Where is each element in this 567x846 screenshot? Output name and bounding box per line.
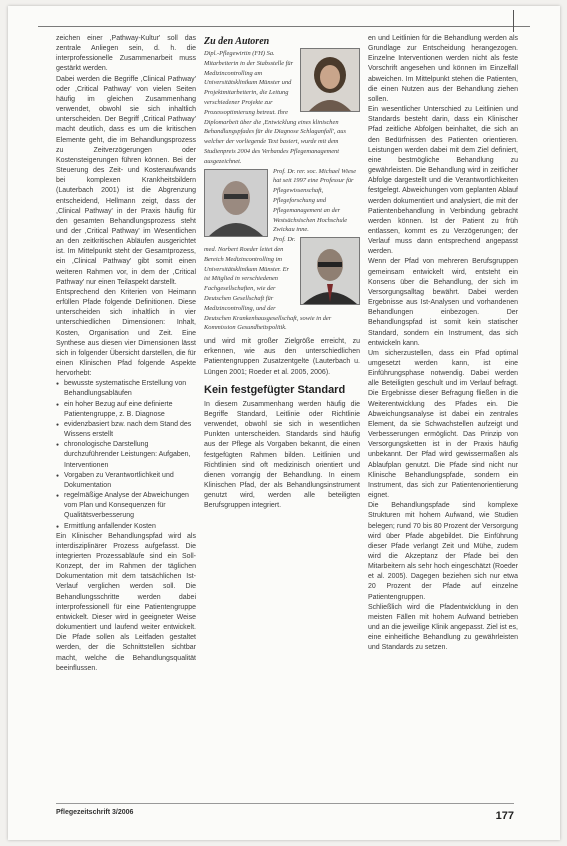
list-item: ● evidenzbasiert bzw. nach dem Stand des Wissens erstellt (64, 420, 196, 440)
column-left-paragraph-4: Ein Klinischer Behandlungspfad wird als interdisziplinärer Prozess aufgefasst. Die integrierten Prozessabläufe sind ein Soll-Konzept, der im Rahmen der täglichen Dokumentation mit dem tatsächlichen Ist-Verlauf verglichen werden soll. Die Behandlungsschritte werden dabei interprofessionell für eine Patientengruppe entwickelt. Dieser wird in geeigneter Weise dokumentiert und laufend weiter entwickelt. Die Pfade sollen als Leitfaden gestaltet werden, der die Schnittstellen sichtbar macht, welche die Behandlungsqualität beeinflussen. (56, 532, 196, 672)
column-right-paragraph-3: Wenn der Pfad von mehreren Berufsgruppen gemeinsam entwickelt wird, entsteht ein Konsens über die Behandlung, der sich im Versorgungsalltag bewährt. Dabei werden Ergebnisse aus Ist-Analysen und vorhandenen Behandlungen einbezogen. Der Behandlungspfad ist somit kein statischer Standard, sondern ein Instrument, das sich entwickeln kann. (368, 258, 518, 347)
list-item: ● regelmäßige Analyse der Abweichungen vom Plan und Konsequenzen für Qualitätsverbesserung (64, 491, 196, 521)
footer-rule (56, 803, 514, 804)
column-right (368, 34, 518, 809)
author-bio-3: Prof. Dr. med. Norbert Roeder leitet den Bereich Medizincontrolling im Universitätsklinikum Münster. Er ist Mitglied in verschiedenen Fachgesellschaften, wie der Deutschen Gesellschaft für Medizincontrolling, und der Deutschen Krankenhausgesellschaft, sowie in der Kommission Gesundheitspolitik. (204, 236, 332, 332)
column-middle-paragraph-2: In diesem Zusammenhang werden häufig die Begriffe Standard, Leitlinie oder Richtlinie verwendet, obwohl sie sich in wesentlichen Punkten unterscheiden. Standards sind häufig aus der Pflege als Vorgaben bekannt, die einen festgefügten Rahmen bilden. Leitlinien und Richtlinien sind oft medizinisch orientiert und dienen vorrangig der Behandlung. In einem Klinischen Pfad, der als Behandlungsinstrument genutzt wird, werden alle beteiligten Berufsgruppen integriert. (204, 400, 360, 510)
list-item: ● Vorgaben zu Verantwortlichkeit und Dokumentation (64, 471, 196, 491)
list-item: ● Ermittlung anfallender Kosten (64, 522, 196, 532)
column-right-paragraph-4: Um sicherzustellen, dass ein Pfad optimal umgesetzt werden kann, ist eine Einführungsphase notwendig. Dabei werden alle Beteiligten geschult und im Verlauf befragt. Die Ergebnisse dieser Befragung fließen in die Weiterentwicklung des Pfades ein. Die Abweichungsanalyse ist dabei ein zentrales Element, da sie Schwachstellen aufzeigt und Verbesserungen ermöglicht. Das Prinzip von Versorgungsketten ist in der Praxis häufig unbekannt. Der Pfad wird gewissermaßen als Ablaufplan genutzt. Die Pfade sind nicht nur Klinische Behandlungspfade, sondern ein Instrument, das sich zur Patientenorientierung eignet. (368, 349, 518, 500)
list-item: ● bewusste systematische Erstellung von Behandlungsabläufen (64, 379, 196, 399)
column-right-paragraph-5: Die Behandlungspfade sind komplexe Strukturen mit hohem Aufwand, wie Studien belegen; rund 70 bis 80 Prozent der Versorgung wird über Pfade abgebildet. Die Einführung dieser Pfade verlangt Zeit und Mühe, zudem wird die Akzeptanz der Pfade bei den Mitarbeitern als sehr hoch eingeschätzt (Roeder et al. 2005). Dagegen beziehen sich nur etwa 20 Prozent der Pfade auf einzelne Patientengruppen. (368, 502, 518, 601)
column-middle-paragraph-1: und wird mit großer Zielgröße erreicht, zu erkennen, wie aus den unterschiedlichen Patientengruppen Zusatzentgelte (Lauterbach u. Lüngen 2001; Roeder et al. 2005, 2006). (204, 338, 360, 376)
author-bio-1: Dipl.-Pflegewirtin (FH) Sa. Mitarbeiterin in der Stabsstelle für Medizincontrolling am Universitätsklinikum Münster und Projektmitarbeiterin, die Leitung verschiedener Projekte zur Prozessoptimierung betreut. Ihre Diplomarbeit über die ,Entwicklung eines klinischen Behandlungspfades für die Diagnose Schlaganfall', aus welcher der vorliegende Text basiert, wurde mit dem Studienpreis 2004 des Verbandes Pflegemanagement ausgezeichnet. (204, 50, 346, 165)
criteria-list (56, 379, 196, 531)
column-left (56, 34, 196, 809)
column-left-paragraph-3: Entsprechend den Kriterien von Heimann erfüllen Pfade folgende Definitionen. Diese unterscheiden sich inhaltlich in vier unterschiedlichen Dimensionen: Inhalt, Kosten, Organisation und Zeit. Eine Synthese aus diesen vier Dimensionen lässt sich in folgender Übersicht darstellen, die für einen Klinischen Pfad folgende Aspekte hervorhebt: (56, 288, 196, 378)
column-left-paragraph-2: Dabei werden die Begriffe ,Clinical Pathway' oder ,Critical Pathway' von vielen Seiten häufig im gleichen Zusammenhang verwendet, obwohl sie sich inhaltlich unterscheiden. Der Begriff ,Critical Pathway' macht deutlich, dass es um die kritischen Elemente geht, die im Behandlungsprozess zu Zeitverzögerungen oder Kostensteigerungen führen können. Bei der Steuerung des Zeit- und Kostenaufwands bei komplexen Krankheitsbildern (Lauterbach 2001) ist die Abgrenzung entscheidend, Hellmann zeigt, dass der ,Clinical Pathway' in der Praxis häufig für den gesamten Behandlungsprozess steht und der ,Critical Pathway' im Wesentlichen an den zeitkritischen Abläufen ausgerichtet ist. Im Mittelpunkt steht der Gesamtprozess, ein ,Clinical Pathway' gibt somit einen weiteren Rahmen vor, in dem der ,Critical Pathway' nur einen Teilaspekt darstellt. (56, 75, 196, 286)
column-left-paragraph-1: zeichen einer ,Pathway-Kultur' soll das zentrale Anliegen sein, d. h. die interprofessionelle Zusammenarbeit muss gestärkt werden. (56, 35, 196, 73)
column-right-paragraph-1: en und Leitlinien für die Behandlung werden als Grundlage zur Entscheidung herangezogen. Einzelne Interventionen werden nicht als feste Vorschrift angesehen und können im Einzelfall abweichen. Im Mittelpunkt stehen die Patienten, die einen Nutzen aus der Behandlung ziehen sollen. (368, 35, 518, 103)
author-photo-3 (300, 237, 360, 305)
author-photo-1 (300, 48, 360, 112)
header-rule (38, 26, 530, 27)
journal-issue: Pflegezeitschrift 3/2006 (56, 809, 134, 816)
authors-box-title: Zu den Autoren (204, 36, 270, 47)
column-right-paragraph-6: Schließlich wird die Pfadentwicklung in den meisten Fällen mit hohem Aufwand betrieben und an die jeweilige Klinik angepasst. Ziel ist es, eine einheitliche Behandlung zu gewährleisten und Standards zu setzen. (368, 603, 518, 652)
page-number: 177 (495, 810, 514, 822)
column-right-paragraph-2: Ein wesentlicher Unterschied zu Leitlinien und Standards besteht darin, dass ein Klinischer Pfad zeitliche Abfolgen beinhaltet, die sich an den Bedürfnissen des Patienten orientieren. Leistungen werden dabei mit dem Ziel definiert, eine bestmögliche Behandlung zu gewährleisten. Die Behandlung wird in zeitlicher Abfolge dargestellt und die Verantwortlichkeiten festgelegt. Abweichungen vom geplanten Ablauf werden dokumentiert und analysiert, die mit der Patientenbehandlung in Verbindung gebracht werden können. Ist der Patient zu früh entlassen, kommt es zu Verzögerungen; der Verlauf muss dann entsprechend angepasst werden. (368, 106, 518, 256)
section-heading: Kein festgefügter Standard (204, 383, 346, 396)
list-item: ● ein hoher Bezug auf eine definierte Patientengruppe, z. B. Diagnose (64, 400, 196, 420)
author-photo-2 (204, 169, 268, 237)
magazine-page (8, 6, 560, 840)
author-bio-2: Prof. Dr. rer. soc. Michael Wiese hat seit 1997 eine Professur für Pflegewissenschaft, Pflegeforschung und Pflegemanagement an der Westsächsischen Hochschule Zwickau inne. (273, 167, 357, 234)
header-tick (513, 10, 514, 32)
list-item: ● chronologische Darstellung durchzuführender Leistungen: Aufgaben, Interventionen (64, 440, 196, 470)
column-middle (204, 34, 360, 809)
